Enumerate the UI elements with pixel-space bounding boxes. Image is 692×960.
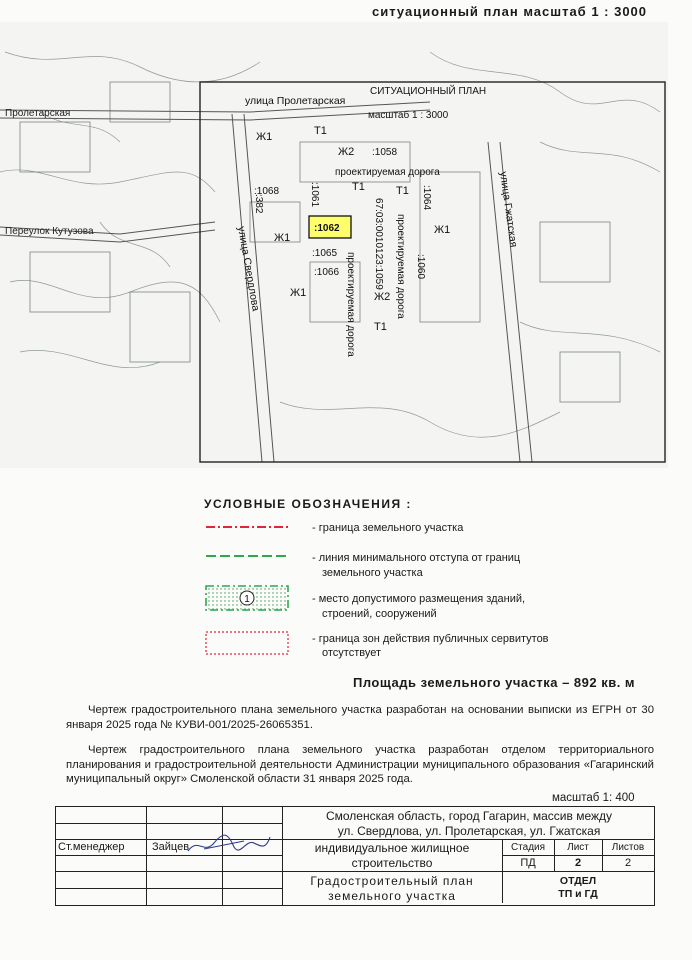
map-background	[0, 22, 668, 468]
legend-building-area-number: 1	[244, 594, 250, 605]
parcel-area: Площадь земельного участка – 892 кв. м	[353, 675, 636, 690]
legend-building-area-text: - место допустимого размещения зданий,	[312, 593, 526, 605]
zone-label-t1: Т1	[396, 185, 409, 197]
person-name: Зайцев	[152, 841, 190, 853]
legend-building-area-text-2: строений, сооружений	[322, 608, 437, 620]
inset-title: СИТУАЦИОННЫЙ ПЛАН	[370, 86, 487, 97]
legend-parcel-boundary-text: - граница земельного участка	[312, 522, 464, 534]
zone-label-t1: Т1	[352, 181, 365, 193]
street-label-sverdlova: улица Свердлова	[235, 225, 262, 312]
zone-label-t1: Т1	[314, 125, 327, 137]
header-caption: ситуационный план масштаб 1 : 3000	[372, 4, 648, 19]
legend-servitude-text: - граница зон действия публичных сервитутов	[312, 633, 549, 645]
note-department: Чертеж градостроительного плана земельного участка разработан отделом территориального планирования и градостроительной деятельности Администрации муниципального образования «Гагаринский муниципальный округ» Смоленской области 31 января 2025 года.	[66, 744, 654, 785]
parcel-label-1065: :1065	[312, 248, 338, 259]
legend-setback-line-symbol	[204, 549, 290, 563]
zone-label-zh1: Ж1	[290, 287, 307, 299]
street-label-kutuzova: Переулок Кутузова	[5, 226, 94, 237]
parcel-label-1062: :1062	[314, 223, 340, 234]
parcel-label-1058: :1058	[372, 147, 398, 158]
zone-label-zh2: Ж2	[338, 146, 355, 158]
legend-setback-line-text-2: земельного участка	[322, 567, 423, 579]
zone-label-zh1: Ж1	[434, 224, 451, 236]
parcel-label-cadastral: 67:03:0010123:1059	[373, 198, 384, 290]
road-label-projected: проектируемая дорога	[335, 167, 440, 178]
parcel-label-1068: :1068	[254, 186, 280, 197]
sheets-header: Листов	[611, 842, 645, 853]
parcel-label-382: :382	[253, 194, 264, 214]
signature	[184, 829, 274, 861]
legend-servitude-symbol	[204, 630, 290, 656]
legend-building-area-symbol	[204, 584, 290, 612]
street-label-gzhatskaya: улица Гжатская	[497, 170, 520, 249]
title-block	[55, 806, 655, 906]
drawing-scale: масштаб 1: 400	[552, 792, 635, 804]
address-line-1: Смоленская область, город Гагарин, массив между	[325, 809, 613, 823]
legend-setback-line-text: - линия минимального отступа от границ	[312, 552, 521, 564]
parcel-label-1060: :1060	[415, 254, 426, 280]
object-line-1: индивидуальное жилищное	[314, 841, 470, 855]
legend-servitude-text-2: отсутствует	[322, 647, 382, 659]
legend-title: УСЛОВНЫЕ ОБОЗНАЧЕНИЯ :	[204, 497, 412, 511]
street-label-proletarskaya: улица Пролетарская	[245, 95, 346, 107]
zone-label-zh2: Ж2	[374, 291, 391, 303]
parcel-label-1066: :1066	[314, 267, 340, 278]
parcel-label-1061: :1061	[309, 182, 320, 208]
legend-parcel-boundary-symbol	[204, 520, 290, 534]
department-line-2: ТП и ГД	[558, 888, 598, 900]
sheets-value: 2	[624, 857, 632, 869]
role-label: Ст.менеджер	[58, 841, 125, 853]
road-label-projected-vertical: проектируемая дорога	[345, 252, 356, 357]
document-title-line-2: земельного участка	[328, 889, 456, 903]
sheet-value: 2	[574, 857, 582, 869]
situation-map	[0, 22, 668, 468]
target-parcel	[309, 216, 351, 238]
parcel-label-1064: :1064	[421, 185, 432, 211]
sheet-header: Лист	[567, 842, 589, 853]
department-line-1: ОТДЕЛ	[559, 875, 597, 887]
road-label-projected-vertical-2: проектируемая дорога	[395, 214, 406, 319]
document-title-line-1: Градостроительный план	[310, 874, 474, 888]
stage-header: Стадия	[510, 842, 546, 853]
address-line-2: ул. Свердлова, ул. Пролетарская, ул. Гжатская	[337, 824, 601, 838]
street-label-proletarskaya-fragment: Пролетарская	[5, 108, 71, 119]
object-line-2: строительство	[351, 856, 433, 870]
zone-label-t1: Т1	[374, 321, 387, 333]
zone-label-zh1: Ж1	[256, 131, 273, 143]
stage-value: ПД	[520, 857, 536, 869]
inset-scale: масштаб 1 : 3000	[368, 110, 449, 121]
note-egrn: Чертеж градостроительного плана земельного участка разработан на основании выписки из ЕГРН от 30 января 2025 года № КУВИ-001/2025-26065351.	[66, 704, 654, 731]
zone-label-zh1: Ж1	[274, 232, 291, 244]
